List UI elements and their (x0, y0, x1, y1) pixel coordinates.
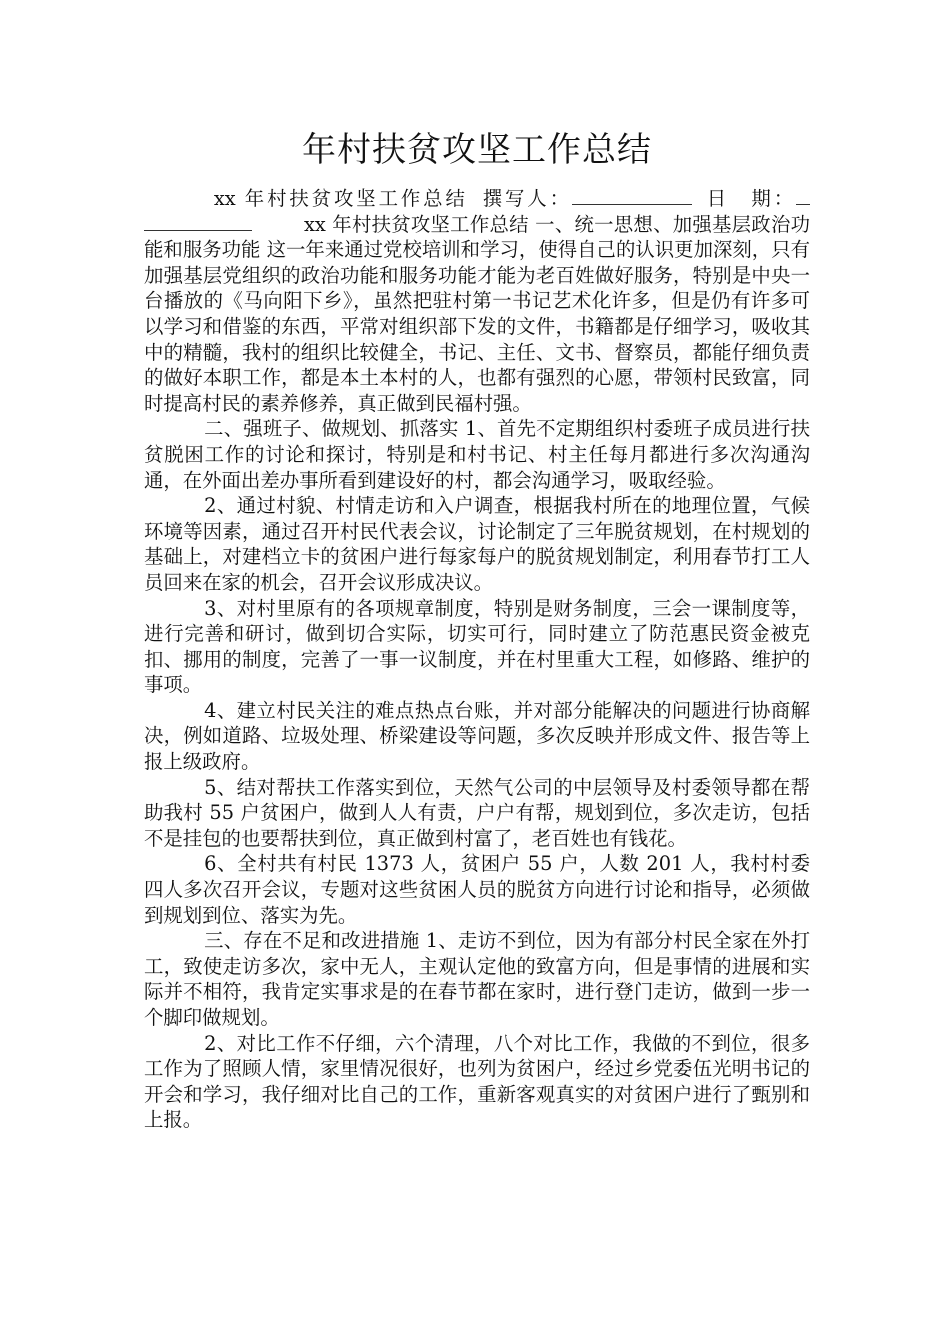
body-paragraph: 6、全村共有村民 1373 人，贫困户 55 户，人数 201 人，我村村委四人多次召开会议，专题对这些贫困人员的脱贫方向进行讨论和指导，必须做到规划到位、落实为先。 (144, 852, 810, 927)
author-label: 撰写人： (479, 187, 572, 210)
doc-name-line: xx 年村扶贫攻坚工作总结 (213, 187, 468, 210)
body-paragraph: 二、强班子、做规划、抓落实 1、首先不定期组织村委班子成员进行扶贫脱困工作的讨论和探讨，特别是和村书记、村主任每月都进行多次沟通沟通，在外面出差办事所看到建设好的村，都会沟通学习，吸取经验。 (144, 417, 810, 492)
author-blank (572, 188, 692, 205)
date-blank-end (144, 214, 252, 231)
body-paragraph: 2、对比工作不仔细，六个清理，八个对比工作，我做的不到位，很多工作为了照顾人情，家里情况很好，也列为贫困户，经过乡党委伍光明书记的开会和学习，我仔细对比自己的工作，重新客观真实的对贫困户进行了甄别和上报。 (144, 1031, 810, 1132)
body-paragraph: 三、存在不足和改进措施 1、走访不到位，因为有部分村民全家在外打工，致使走访多次，家中无人，主观认定他的致富方向，但是事情的进展和实际并不相符，我肯定实事求是的在春节都在家时，进行登门走访，做到一步一个脚印做规划。 (144, 929, 810, 1029)
document-title: 年村扶贫攻坚工作总结 (302, 130, 652, 170)
header-paragraph (144, 186, 810, 416)
body-paragraph: 5、结对帮扶工作落实到位，天然气公司的中层领导及村委领导都在帮助我村 55 户贫困户，做到人人有责，户户有帮，规划到位，多次走访，包括不是挂包的也要帮扶到位，真正做到村富了，老百姓也有钱花。 (144, 775, 810, 850)
body-paragraph: 2、通过村貌、村情走访和入户调查，根据我村所在的地理位置，气候环境等因素，通过召开村民代表会议，讨论制定了三年脱贫规划，在村规划的基础上，对建档立卡的贫困户进行每家每户的脱贫规划制定，利用春节打工人员回来在家的机会，召开会议形成决议。 (144, 494, 810, 594)
intro-text: xx 年村扶贫攻坚工作总结 一、统一思想、加强基层政治功能和服务功能 这一年来通过党校培训和学习，使得自己的认识更加深刻，只有加强基层党组织的政治功能和服务功能才能为老百姓做好服务，特别是中央一台播放的《马向阳下乡》，虽然把驻村第一书记艺术化许多，但是仍有许多可以学习和借鉴的东西，平常对组织部下发的文件，书籍都是仔细学习，吸收其中的精髓，我村的组织比较健全，书记、主任、文书、督察员，都能仔细负责的做好本职工作，都是本土本村的人，也都有强烈的心愿，带领村民致富，同时提高村民的素养修养，真正做到民福村强。 (144, 212, 810, 415)
body-paragraph: 4、建立村民关注的难点热点台账，并对部分能解决的问题进行协商解决，例如道路、垃圾处理、桥梁建设等问题，多次反映并形成文件、报告等上报上级政府。 (144, 698, 810, 774)
date-blank-start (796, 188, 810, 205)
body-paragraph: 3、对村里原有的各项规章制度，特别是财务制度，三会一课制度等，进行完善和研讨，做到切合实际，切实可行，同时建立了防范惠民资金被克扣、挪用的制度，完善了一事一议制度，并在村里重大工程，如修路、维护的事项。 (144, 596, 810, 697)
date-label: 日 期： (703, 187, 796, 210)
